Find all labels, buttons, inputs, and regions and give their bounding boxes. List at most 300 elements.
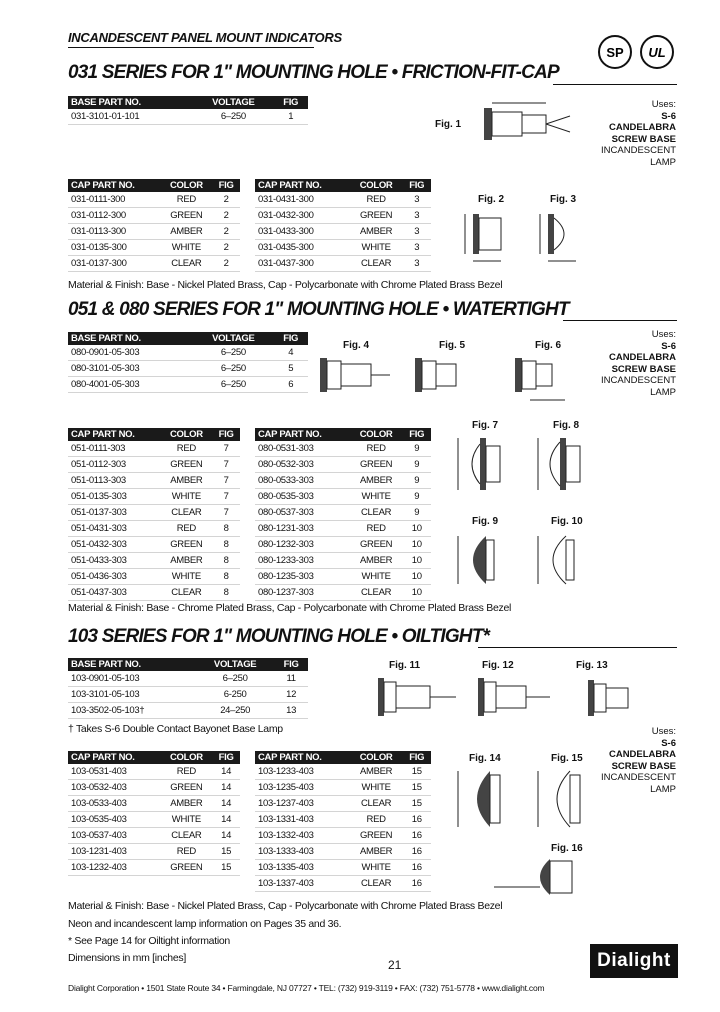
fig-number: 16	[403, 860, 432, 876]
fig-number: 10	[403, 521, 432, 537]
section-031-base-table	[68, 96, 308, 125]
color: CLEAR	[350, 876, 403, 892]
col-header: CAP PART NO.	[255, 428, 350, 441]
table-row	[68, 473, 240, 489]
uses-line: S-6	[661, 737, 676, 749]
uses-line: Uses:	[651, 726, 676, 737]
cap-part-no: 103-1235-403	[255, 780, 350, 796]
cap-part-no: 051-0436-303	[68, 569, 161, 585]
cap-part-no: 080-1231-303	[255, 521, 350, 537]
company-footer: Dialight Corporation • 1501 State Route 34 • Farmingdale, NJ 07727 • TEL: (732) 919-3119 • FAX: (732) 751-5778 • www.dialight.com	[68, 983, 545, 993]
fig-number: 16	[403, 828, 432, 844]
fig-11-drawing	[370, 670, 470, 722]
col-header: CAP PART NO.	[68, 751, 161, 764]
color: AMBER	[350, 473, 403, 489]
cap-part-no: 103-0532-403	[68, 780, 161, 796]
fig-number: 7	[212, 489, 240, 505]
table-row	[68, 780, 240, 796]
fig-10-drawing	[530, 528, 600, 594]
table-row	[68, 109, 308, 125]
table-row	[68, 505, 240, 521]
table-row	[255, 256, 431, 272]
cap-part-no: 103-0533-403	[68, 796, 161, 812]
fig-number: 3	[403, 208, 432, 224]
table-row	[68, 377, 308, 393]
fig-number: 3	[403, 256, 432, 272]
color: RED	[350, 441, 403, 457]
table-row	[68, 796, 240, 812]
cap-part-no: 103-0537-403	[68, 828, 161, 844]
fig-3-drawing	[530, 206, 600, 268]
col-header: FIG	[273, 96, 308, 109]
color: WHITE	[350, 240, 403, 256]
section-051-cap-table-right	[255, 428, 431, 601]
col-header: VOLTAGE	[196, 658, 274, 671]
col-header: FIG	[212, 428, 240, 441]
uses-line: INCANDESCENT	[601, 145, 676, 156]
col-header: FIG	[403, 179, 432, 192]
color: GREEN	[161, 860, 213, 876]
uses-line: CANDELABRA	[608, 122, 676, 133]
table-row	[68, 537, 240, 553]
cap-part-no: 031-0431-300	[255, 192, 350, 208]
uses-line: S-6	[661, 110, 676, 122]
voltage: 24–250	[196, 703, 274, 719]
table-row	[68, 224, 240, 240]
fig-number: 15	[212, 844, 240, 860]
section-031-title: 031 SERIES FOR 1" MOUNTING HOLE • FRICTION-FIT-CAP	[68, 62, 559, 83]
cap-part-no: 051-0113-303	[68, 473, 161, 489]
base-part-no: 080-4001-05-303	[68, 377, 193, 393]
cap-part-no: 080-0533-303	[255, 473, 350, 489]
cap-part-no: 080-1235-303	[255, 569, 350, 585]
col-header: FIG	[403, 751, 432, 764]
cap-part-no: 103-1335-403	[255, 860, 350, 876]
color: GREEN	[350, 208, 403, 224]
fig-16-label: Fig. 16	[551, 843, 583, 854]
color: RED	[161, 192, 213, 208]
cap-part-no: 080-0537-303	[255, 505, 350, 521]
color: GREEN	[161, 537, 213, 553]
fig-number: 3	[403, 224, 432, 240]
cap-part-no: 051-0137-303	[68, 505, 161, 521]
cap-part-no: 031-0113-300	[68, 224, 161, 240]
cap-part-no: 103-1237-403	[255, 796, 350, 812]
fig-number: 9	[403, 489, 432, 505]
cap-part-no: 031-0137-300	[68, 256, 161, 272]
section-031-material: Material & Finish: Base - Nickel Plated Brass, Cap - Polycarbonate with Chrome Plated Brass Bezel	[68, 279, 503, 291]
uses-line: INCANDESCENT	[601, 772, 676, 783]
table-row	[255, 844, 431, 860]
table-row	[255, 796, 431, 812]
fig-8-drawing	[530, 432, 600, 500]
color: GREEN	[350, 537, 403, 553]
csa-logo-text: SP	[606, 45, 624, 60]
cap-part-no: 031-0135-300	[68, 240, 161, 256]
section-031-cap-table-right	[255, 179, 431, 272]
color: AMBER	[350, 553, 403, 569]
cap-part-no: 051-0111-303	[68, 441, 161, 457]
fig-number: 12	[274, 687, 308, 703]
col-header: FIG	[403, 428, 432, 441]
cap-part-no: 080-0532-303	[255, 457, 350, 473]
color: AMBER	[161, 796, 213, 812]
table-row	[255, 505, 431, 521]
color: CLEAR	[350, 585, 403, 601]
section-103-rule	[478, 647, 677, 648]
fig-number: 4	[273, 345, 308, 361]
section-103-cap-table-right	[255, 751, 431, 892]
fig-number: 14	[212, 828, 240, 844]
cap-part-no: 080-1233-303	[255, 553, 350, 569]
table-row	[68, 457, 240, 473]
cap-part-no: 051-0431-303	[68, 521, 161, 537]
fig-number: 14	[212, 764, 240, 780]
cap-part-no: 080-0531-303	[255, 441, 350, 457]
color: WHITE	[350, 569, 403, 585]
dagger-note: † Takes S-6 Double Contact Bayonet Base Lamp	[68, 723, 283, 735]
base-part-no: 080-0901-05-303	[68, 345, 193, 361]
cap-part-no: 103-1331-403	[255, 812, 350, 828]
cap-part-no: 103-0531-403	[68, 764, 161, 780]
uses-line: S-6	[661, 340, 676, 352]
fig-14-label: Fig. 14	[469, 753, 501, 764]
voltage: 6-250	[196, 687, 274, 703]
cap-part-no: 031-0437-300	[255, 256, 350, 272]
table-row	[68, 489, 240, 505]
cap-part-no: 103-1337-403	[255, 876, 350, 892]
table-row	[68, 828, 240, 844]
color: GREEN	[161, 780, 213, 796]
col-header: FIG	[274, 658, 308, 671]
table-row	[68, 208, 240, 224]
uses-line: LAMP	[650, 386, 676, 398]
fig-number: 7	[212, 441, 240, 457]
color: WHITE	[161, 489, 213, 505]
section-051-cap-table-left	[68, 428, 240, 601]
fig-number: 2	[212, 224, 240, 240]
col-header: FIG	[212, 179, 240, 192]
col-header: COLOR	[350, 751, 403, 764]
fig-number: 7	[212, 473, 240, 489]
color: CLEAR	[350, 505, 403, 521]
table-row	[255, 224, 431, 240]
fig-11-label: Fig. 11	[389, 660, 421, 671]
dialight-logo: Dialight	[590, 944, 678, 978]
color: RED	[350, 521, 403, 537]
table-row	[68, 240, 240, 256]
color: AMBER	[350, 224, 403, 240]
section-103-cap-table-left	[68, 751, 240, 876]
color: WHITE	[350, 780, 403, 796]
cap-part-no: 051-0433-303	[68, 553, 161, 569]
fig-8-label: Fig. 8	[553, 420, 580, 431]
table-row	[68, 569, 240, 585]
table-row	[255, 521, 431, 537]
table-row	[68, 521, 240, 537]
cap-part-no: 031-0432-300	[255, 208, 350, 224]
color: CLEAR	[161, 256, 213, 272]
fig-15-drawing	[530, 765, 610, 839]
cap-part-no: 051-0437-303	[68, 585, 161, 601]
fig-7-drawing	[450, 432, 520, 500]
table-row	[68, 764, 240, 780]
color: CLEAR	[161, 505, 213, 521]
uses-line: Uses:	[651, 329, 676, 340]
cap-part-no: 080-1232-303	[255, 537, 350, 553]
fig-number: 9	[403, 505, 432, 521]
uses-line: Uses:	[651, 99, 676, 110]
fig-number: 10	[403, 553, 432, 569]
color: WHITE	[161, 240, 213, 256]
base-part-no: 103-0901-05-103	[68, 671, 196, 687]
fig-number: 13	[274, 703, 308, 719]
table-row	[68, 441, 240, 457]
cap-part-no: 080-0535-303	[255, 489, 350, 505]
table-row	[68, 585, 240, 601]
fig-number: 8	[212, 553, 240, 569]
table-row	[255, 441, 431, 457]
color: GREEN	[161, 457, 213, 473]
voltage: 6–250	[193, 109, 273, 125]
cap-part-no: 103-0535-403	[68, 812, 161, 828]
table-row	[68, 671, 308, 687]
fig-number: 15	[403, 780, 432, 796]
fig-1-label: Fig. 1	[435, 119, 462, 130]
col-header: CAP PART NO.	[255, 751, 350, 764]
cap-part-no: 103-1333-403	[255, 844, 350, 860]
fig-number: 8	[212, 585, 240, 601]
fig-number: 3	[403, 240, 432, 256]
fig-5-label: Fig. 5	[439, 340, 466, 351]
cap-part-no: 051-0112-303	[68, 457, 161, 473]
fig-14-drawing	[450, 765, 530, 839]
col-header: FIG	[212, 751, 240, 764]
voltage: 6–250	[193, 361, 273, 377]
section-031-rule	[553, 84, 677, 85]
fig-5-drawing	[405, 350, 475, 400]
cap-part-no: 031-0433-300	[255, 224, 350, 240]
col-header: CAP PART NO.	[255, 179, 350, 192]
fig-2-drawing	[455, 206, 525, 268]
table-row	[255, 828, 431, 844]
section-051-title: 051 & 080 SERIES FOR 1" MOUNTING HOLE • WATERTIGHT	[68, 299, 569, 320]
base-part-no: 031-3101-01-101	[68, 109, 193, 125]
table-row	[255, 489, 431, 505]
fig-4-drawing	[310, 350, 400, 400]
color: WHITE	[161, 569, 213, 585]
cap-part-no: 080-1237-303	[255, 585, 350, 601]
fig-9-label: Fig. 9	[472, 516, 499, 527]
fig-number: 1	[273, 109, 308, 125]
cap-part-no: 031-0435-300	[255, 240, 350, 256]
fig-number: 15	[403, 796, 432, 812]
table-row	[68, 345, 308, 361]
fig-1-drawing	[470, 98, 600, 148]
voltage: 6–250	[196, 671, 274, 687]
section-031-uses-note	[600, 99, 676, 168]
col-header: VOLTAGE	[193, 96, 273, 109]
fig-9-drawing	[450, 528, 520, 594]
col-header: BASE PART NO.	[68, 96, 193, 109]
cap-part-no: 103-1233-403	[255, 764, 350, 780]
fig-number: 3	[403, 192, 432, 208]
fig-number: 11	[274, 671, 308, 687]
fig-number: 7	[212, 457, 240, 473]
uses-line: LAMP	[650, 783, 676, 795]
table-row	[68, 192, 240, 208]
color: RED	[161, 844, 213, 860]
cap-part-no: 103-1332-403	[255, 828, 350, 844]
voltage: 6–250	[193, 377, 273, 393]
page-number: 21	[388, 958, 402, 972]
fig-number: 2	[212, 256, 240, 272]
table-row	[68, 553, 240, 569]
uses-line: CANDELABRA	[608, 352, 676, 363]
table-row	[68, 812, 240, 828]
uses-line: SCREW BASE	[611, 133, 676, 145]
color: AMBER	[161, 473, 213, 489]
fig-number: 16	[403, 812, 432, 828]
table-row	[68, 687, 308, 703]
fig-number: 16	[403, 844, 432, 860]
fig-number: 8	[212, 537, 240, 553]
uses-line: SCREW BASE	[611, 363, 676, 375]
color: GREEN	[350, 828, 403, 844]
table-row	[255, 457, 431, 473]
fig-12-label: Fig. 12	[482, 660, 514, 671]
col-header: COLOR	[350, 428, 403, 441]
header-underline	[68, 47, 314, 48]
color: RED	[350, 192, 403, 208]
table-row	[255, 812, 431, 828]
cap-part-no: 031-0111-300	[68, 192, 161, 208]
uses-line: SCREW BASE	[611, 760, 676, 772]
cap-part-no: 051-0432-303	[68, 537, 161, 553]
table-row	[255, 860, 431, 876]
color: CLEAR	[350, 256, 403, 272]
page-header-title: INCANDESCENT PANEL MOUNT INDICATORS	[68, 30, 342, 45]
col-header: CAP PART NO.	[68, 428, 161, 441]
table-row	[255, 240, 431, 256]
fig-number: 2	[212, 208, 240, 224]
fig-number: 9	[403, 441, 432, 457]
col-header: BASE PART NO.	[68, 658, 196, 671]
col-header: BASE PART NO.	[68, 332, 193, 345]
color: AMBER	[350, 764, 403, 780]
section-103-title: 103 SERIES FOR 1" MOUNTING HOLE • OILTIGHT*	[68, 626, 490, 647]
uses-line: LAMP	[650, 156, 676, 168]
table-row	[68, 860, 240, 876]
fig-2-label: Fig. 2	[478, 194, 505, 205]
color: CLEAR	[350, 796, 403, 812]
color: WHITE	[350, 860, 403, 876]
section-051-material: Material & Finish: Base - Chrome Plated Brass, Cap - Polycarbonate with Chrome Plated Brass Bezel	[68, 602, 512, 614]
fig-number: 15	[212, 860, 240, 876]
fig-number: 14	[212, 812, 240, 828]
fig-number: 7	[212, 505, 240, 521]
voltage: 6–250	[193, 345, 273, 361]
table-row	[255, 764, 431, 780]
base-part-no: 080-3101-05-303	[68, 361, 193, 377]
fig-number: 10	[403, 569, 432, 585]
col-header: COLOR	[350, 179, 403, 192]
section-103-base-table	[68, 658, 308, 719]
fig-7-label: Fig. 7	[472, 420, 499, 431]
dimensions-note: Dimensions in mm [inches]	[68, 952, 186, 964]
oiltight-note: * See Page 14 for Oiltight information	[68, 935, 230, 947]
col-header: VOLTAGE	[193, 332, 273, 345]
fig-number: 8	[212, 569, 240, 585]
col-header: COLOR	[161, 751, 213, 764]
table-row	[68, 844, 240, 860]
fig-number: 15	[403, 764, 432, 780]
fig-16-drawing	[490, 855, 610, 899]
table-row	[255, 553, 431, 569]
section-051-uses-note	[600, 329, 676, 398]
table-row	[255, 569, 431, 585]
color: CLEAR	[161, 585, 213, 601]
section-103-uses-note	[600, 726, 676, 795]
fig-number: 6	[273, 377, 308, 393]
base-part-no: 103-3502-05-103†	[68, 703, 196, 719]
certification-logos	[597, 32, 679, 74]
col-header: FIG	[273, 332, 308, 345]
lamp-info-note: Neon and incandescent lamp information on Pages 35 and 36.	[68, 918, 342, 930]
fig-10-label: Fig. 10	[551, 516, 583, 527]
color: CLEAR	[161, 828, 213, 844]
fig-number: 5	[273, 361, 308, 377]
table-row	[68, 703, 308, 719]
color: RED	[161, 521, 213, 537]
color: GREEN	[350, 457, 403, 473]
table-row	[255, 473, 431, 489]
cap-part-no: 051-0135-303	[68, 489, 161, 505]
section-103-material: Material & Finish: Base - Nickel Plated Brass, Cap - Polycarbonate with Chrome Plated Brass Bezel	[68, 900, 503, 912]
fig-6-label: Fig. 6	[535, 340, 562, 351]
fig-15-label: Fig. 15	[551, 753, 583, 764]
color: WHITE	[350, 489, 403, 505]
color: AMBER	[161, 224, 213, 240]
fig-number: 2	[212, 192, 240, 208]
table-row	[68, 256, 240, 272]
section-051-rule	[563, 320, 677, 321]
fig-number: 8	[212, 521, 240, 537]
fig-13-drawing	[580, 672, 670, 722]
fig-number: 14	[212, 796, 240, 812]
fig-4-label: Fig. 4	[343, 340, 370, 351]
uses-line: CANDELABRA	[608, 749, 676, 760]
color: RED	[350, 812, 403, 828]
color: AMBER	[350, 844, 403, 860]
cap-part-no: 103-1231-403	[68, 844, 161, 860]
table-row	[255, 192, 431, 208]
uses-line: INCANDESCENT	[601, 375, 676, 386]
color: AMBER	[161, 553, 213, 569]
fig-number: 9	[403, 457, 432, 473]
fig-12-drawing	[470, 670, 570, 722]
col-header: COLOR	[161, 428, 213, 441]
fig-number: 9	[403, 473, 432, 489]
fig-6-drawing	[505, 350, 585, 410]
section-031-cap-table-left	[68, 179, 240, 272]
table-row	[255, 585, 431, 601]
fig-3-label: Fig. 3	[550, 194, 577, 205]
table-row	[255, 208, 431, 224]
color: WHITE	[161, 812, 213, 828]
cap-part-no: 031-0112-300	[68, 208, 161, 224]
color: GREEN	[161, 208, 213, 224]
